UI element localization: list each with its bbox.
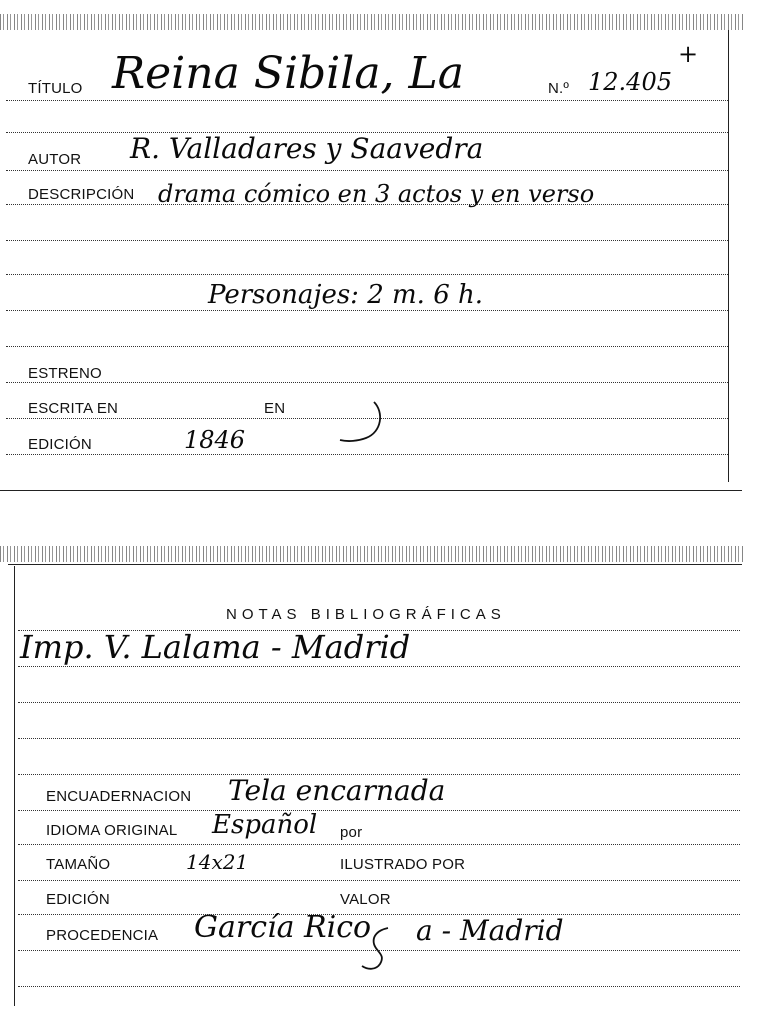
ruled-line xyxy=(6,346,728,347)
ruled-line xyxy=(6,454,728,455)
ruled-line xyxy=(6,170,728,171)
procedencia-place: a - Madrid xyxy=(416,914,564,947)
numero-cross-mark: + xyxy=(678,40,699,68)
tamano-value: 14x21 xyxy=(186,850,249,874)
numero-label: N.º xyxy=(548,80,570,97)
ruled-line xyxy=(6,274,728,275)
descripcion-label: DESCRIPCIÓN xyxy=(28,186,135,203)
personajes-value: Personajes: 2 m. 6 h. xyxy=(208,280,484,310)
ruled-line xyxy=(18,844,740,845)
autor-value: R. Valladares y Saavedra xyxy=(130,132,484,165)
ruled-line xyxy=(6,382,728,383)
numero-value: 12.405 xyxy=(588,68,672,96)
edicion-label-2: EDICIÓN xyxy=(46,891,110,908)
ruled-line xyxy=(18,914,740,915)
card-bottom-edge xyxy=(0,490,742,491)
ruled-line xyxy=(18,986,740,987)
en-label: EN xyxy=(264,400,286,417)
ilustrado-label: ILUSTRADO POR xyxy=(340,856,466,873)
descripcion-value: drama cómico en 3 actos y en verso xyxy=(158,180,595,208)
escrita-en-label: ESCRITA EN xyxy=(28,400,119,417)
titulo-value: Reina Sibila, La xyxy=(112,48,464,99)
card-left-border xyxy=(14,566,15,1006)
ruled-line xyxy=(18,738,740,739)
ruled-line xyxy=(6,100,728,101)
por-label: por xyxy=(340,824,363,841)
edicion-label: EDICIÓN xyxy=(28,436,92,453)
ruled-line xyxy=(6,310,728,311)
pen-stroke xyxy=(352,924,402,974)
autor-label: AUTOR xyxy=(28,151,82,168)
encuadernacion-label: ENCUADERNACION xyxy=(46,788,192,805)
idioma-value: Español xyxy=(212,810,318,840)
procedencia-value: García Rico xyxy=(194,910,372,945)
card-right-border xyxy=(728,30,729,482)
titulo-label: TÍTULO xyxy=(28,80,83,97)
estreno-label: ESTRENO xyxy=(28,365,102,382)
encuadernacion-value: Tela encarnada xyxy=(228,774,446,807)
ruled-line xyxy=(18,666,740,667)
scan-noise-bottom xyxy=(0,546,745,562)
ruled-line xyxy=(18,810,740,811)
notas-value: Imp. V. Lalama - Madrid xyxy=(20,628,411,666)
idioma-label: IDIOMA ORIGINAL xyxy=(46,822,178,839)
card-top-border xyxy=(8,564,742,565)
ruled-line xyxy=(18,880,740,881)
notas-title: NOTAS BIBLIOGRÁFICAS xyxy=(226,606,506,623)
edicion-value: 1846 xyxy=(184,426,246,454)
scan-noise-top xyxy=(0,14,745,30)
ruled-line xyxy=(6,240,728,241)
valor-label: VALOR xyxy=(340,891,391,908)
ruled-line xyxy=(18,702,740,703)
pen-stroke xyxy=(336,398,396,448)
tamano-label: TAMAÑO xyxy=(46,856,111,873)
procedencia-label: PROCEDENCIA xyxy=(46,927,159,944)
